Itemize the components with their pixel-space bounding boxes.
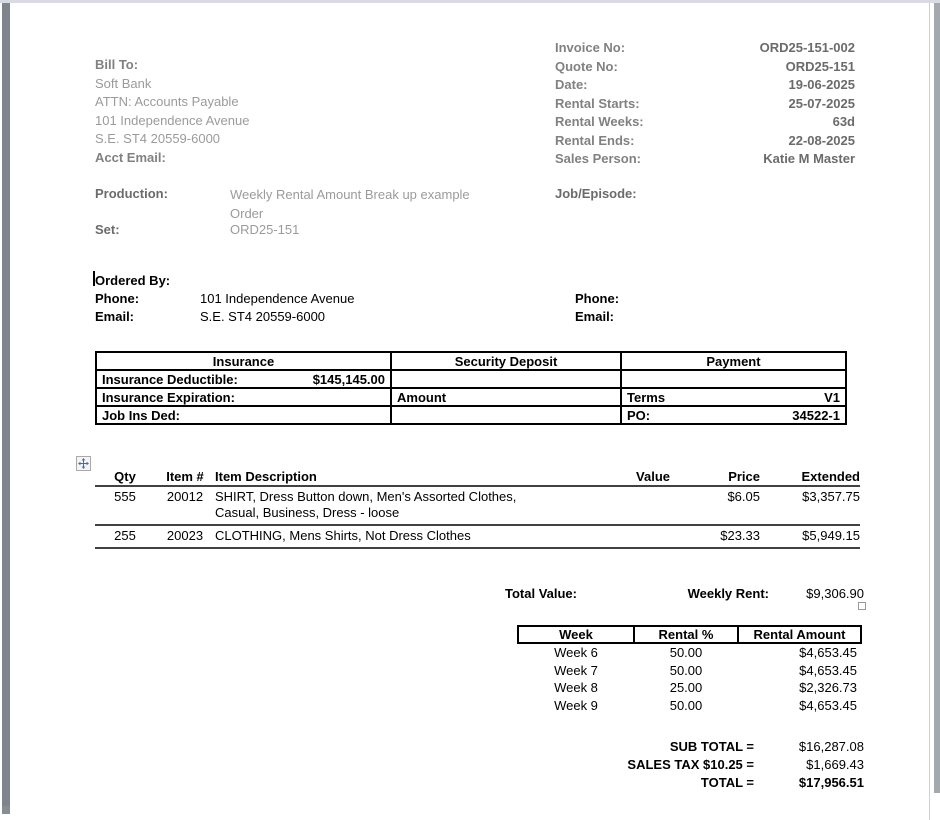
item1-qty: 555 [95,486,155,525]
scrollbar-right-track[interactable] [929,3,930,820]
meta-row-rental-ends [555,132,855,151]
table-resize-handle[interactable] [858,602,866,610]
terms-label: Terms [627,389,666,405]
week-row-2 [518,662,861,680]
rental-pct-header: Rental % [634,626,738,643]
production-value: Weekly Rental Amount Break up example Order [230,187,470,221]
item2-price: $23.33 [670,525,760,548]
job-ins-ded-label: Job Ins Ded: [96,406,391,424]
rental-weeks-label: Rental Weeks: [555,114,644,129]
bill-to-attn: ATTN: Accounts Payable [95,94,239,109]
bill-to-company: Soft Bank [95,75,152,91]
table-move-handle-icon[interactable] [76,456,91,471]
total-value-label: Total Value: [505,586,577,601]
sub-total-value: $16,287.08 [798,739,864,754]
terms-row-2 [96,388,846,406]
item-no-header: Item # [155,468,215,486]
weekly-rent-label: Weekly Rent: [687,586,769,601]
week3-amount: $2,326.73 [799,680,857,696]
terms-value: V1 [824,389,840,405]
date-label: Date: [555,77,588,92]
item2-description: CLOTHING, Mens Shirts, Not Dress Clothes [215,525,570,548]
items-header-row [95,468,860,486]
meta-row-invoice-no [555,39,855,58]
value-header: Value [570,468,670,486]
payment-empty-cell [621,370,846,388]
item1-description: SHIRT, Dress Button down, Men's Assorted Clothes, Casual, Business, Dress - loose [215,486,570,525]
week4-pct: 50.00 [669,697,703,713]
bill-to-street: 101 Independence Avenue [95,112,250,128]
insurance-expiration-label: Insurance Expiration: [96,388,391,406]
week3-pct: 25.00 [669,680,703,696]
meta-row-quote-no [555,58,855,77]
item2-extended: $5,949.15 [760,525,860,548]
week-row-4 [518,697,861,715]
item2-value [570,525,670,548]
meta-row-rental-starts [555,95,855,114]
meta-row-sales-person [555,150,855,169]
week-row-1 [518,643,861,662]
meta-row-date [555,76,855,95]
week1-pct: 50.00 [669,645,703,661]
item1-number: 20012 [155,486,215,525]
grand-total-value: $17,956.51 [798,775,864,790]
amount-label: Amount [391,388,621,406]
insurance-deductible-value: $145,145.00 [312,371,385,387]
week-row-3 [518,679,861,697]
sales-person-value: Katie M Master [763,151,855,166]
po-label: PO: [627,407,651,423]
item-row-1 [95,486,860,525]
meta-row-rental-weeks [555,113,855,132]
invoice-no-label: Invoice No: [555,40,626,55]
week2-label: Week 7 [554,662,598,678]
sub-total-label: SUB TOTAL = [669,739,754,754]
weekly-breakdown-table [517,625,862,714]
terms-table [95,351,847,425]
rental-ends-label: Rental Ends: [555,132,635,148]
extended-header: Extended [760,468,860,486]
item2-number: 20023 [155,525,215,548]
bill-to-block [95,56,249,167]
ordered-by-label: Ordered By: [95,273,171,288]
rental-weeks-value: 63d [832,114,855,129]
bill-to-label: Bill To: [95,57,139,72]
phone-value: 101 Independence Avenue [200,291,355,306]
sales-tax-label: SALES TAX $10.25 = [627,757,754,772]
quote-no-label: Quote No: [555,58,618,74]
window-left-edge [2,3,10,814]
item1-extended: $3,357.75 [760,486,860,525]
email2-label: Email: [575,309,615,324]
terms-row-3 [96,406,846,424]
po-value: 34522-1 [792,407,840,423]
email-label: Email: [95,309,135,324]
week2-amount: $4,653.45 [799,662,857,678]
rental-amount-header: Rental Amount [738,626,861,643]
terms-header-row [96,352,846,370]
weeks-header-row [518,626,861,643]
sales-person-label: Sales Person: [555,151,641,166]
acct-email-label: Acct Email: [95,149,166,165]
week1-label: Week 6 [554,645,598,661]
rental-starts-value: 25-07-2025 [788,95,855,111]
items-table [95,468,860,549]
terms-row-1 [96,370,846,388]
invoice-no-value: ORD25-151-002 [759,40,855,55]
sales-tax-value: $1,669.43 [806,757,864,772]
insurance-header: Insurance [96,352,391,370]
security-deposit-empty-cell [391,370,621,388]
phone-label: Phone: [95,291,140,306]
quote-no-value: ORD25-151 [785,58,855,74]
phone2-label: Phone: [575,291,620,306]
week4-amount: $4,653.45 [799,697,857,713]
set-label: Set: [95,222,120,237]
week3-label: Week 8 [554,680,598,696]
item-row-2 [95,525,860,548]
date-value: 19-06-2025 [788,77,855,92]
bill-to-city: S.E. ST4 20559-6000 [95,131,221,146]
rental-starts-label: Rental Starts: [555,95,640,111]
amount-empty-cell [391,406,621,424]
item1-value [570,486,670,525]
payment-header: Payment [621,352,846,370]
production-label: Production: [95,186,168,201]
weekly-rent-value: $9,306.90 [806,586,864,601]
qty-header: Qty [95,468,155,486]
week4-label: Week 9 [554,697,598,713]
price-header: Price [670,468,760,486]
security-deposit-header: Security Deposit [391,352,621,370]
week-header: Week [518,626,634,643]
item2-qty: 255 [95,525,155,548]
set-value: ORD25-151 [230,222,300,237]
document-page [10,3,929,820]
scrollbar-right-thumb[interactable] [934,3,940,793]
item1-price: $6.05 [670,486,760,525]
week1-amount: $4,653.45 [799,645,857,661]
insurance-deductible-label: Insurance Deductible: [102,371,238,387]
email-value: S.E. ST4 20559-6000 [200,309,326,324]
grand-total-label: TOTAL = [700,775,754,790]
invoice-meta-block [555,39,855,169]
move-arrows-icon [78,458,89,469]
job-episode-label: Job/Episode: [555,186,637,201]
week2-pct: 50.00 [669,662,703,678]
rental-ends-value: 22-08-2025 [788,132,855,148]
item-description-header: Item Description [215,468,570,486]
